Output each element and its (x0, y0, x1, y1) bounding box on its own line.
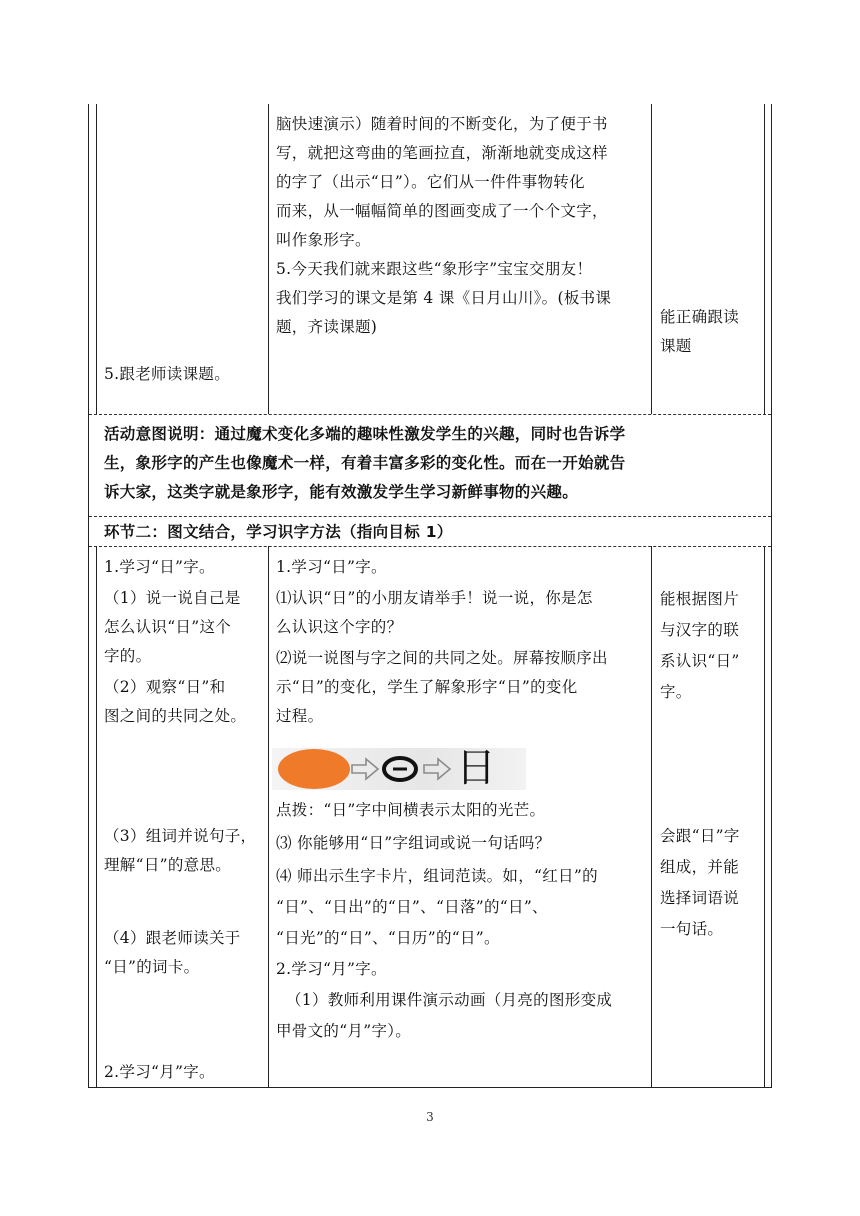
teacher-text-line: ⑴认识“日”的小朋友请举手！说一说，你是怎 (276, 589, 593, 607)
teacher-text-line: ⑷ 师出示生字卡片，组词范读。如，“红日”的 (276, 867, 598, 885)
teacher-text-line: 脑快速演示）随着时间的不断变化，为了便于书 (276, 115, 608, 133)
assessment-text-line: 课题 (660, 337, 692, 355)
column-divider (268, 104, 269, 414)
teacher-text-line: “日光”的“日”、“日历”的“日”。 (276, 929, 500, 947)
student-activity-cell (104, 822, 266, 880)
assessment-text-line: 系认识“日” (660, 652, 740, 670)
assessment-text-line: 一句话。 (660, 920, 724, 938)
column-divider (268, 546, 269, 1087)
arrow-icon (352, 759, 378, 779)
column-divider (96, 104, 97, 414)
teacher-text-line: 1.学习“日”字。 (276, 558, 387, 576)
student-activity-cell (104, 553, 266, 731)
student-activity-line: 理解“日”的意思。 (104, 856, 232, 874)
teacher-activity-cell (276, 796, 652, 1046)
column-divider (96, 546, 97, 1087)
assessment-text-line: 会跟“日”字 (660, 827, 740, 845)
teacher-text-line: ⑵说一说图与字之间的共同之处。屏幕按顺序出 (276, 649, 608, 667)
teacher-text-line: 2.学习“月”字。 (276, 960, 387, 978)
student-activity-line: “日”的词卡。 (104, 958, 200, 976)
student-activity-line: （3）组词并说句子， (104, 827, 257, 845)
student-activity-text: 5.跟老师读课题。 (104, 365, 230, 383)
teacher-text-line: 写，就把这弯曲的笔画拉直，渐渐地就变成这样 (276, 144, 608, 162)
assessment-text-line: 选择词语说 (660, 889, 740, 907)
student-activity-line: 1.学习“日”字。 (104, 558, 215, 576)
assessment-cell (660, 822, 764, 944)
column-divider (651, 104, 652, 414)
student-activity-cell (104, 1058, 266, 1087)
student-activity-line: 图之间的共同之处。 (104, 707, 247, 725)
student-activity-line: （2）观察“日”和 (104, 678, 226, 696)
teacher-text-line: 5.今天我们就来跟这些“象形字”宝宝交朋友！ (276, 260, 593, 278)
intent-line: 活动意图说明：通过魔术变化多端的趣味性激发学生的兴趣，同时也告诉学 (104, 425, 626, 443)
assessment-cell (660, 585, 764, 707)
student-activity-line: 字的。 (104, 647, 152, 665)
ri-character: 日 (456, 745, 496, 791)
row-divider (89, 414, 771, 415)
teacher-text-line: 甲骨文的“月”字）。 (276, 1022, 412, 1040)
assessment-text-line: 字。 (660, 683, 692, 701)
teacher-text-line: “日”、“日出”的“日”、“日落”的“日”、 (276, 898, 548, 916)
intent-line: 生，象形字的产生也像魔术一样，有着丰富多彩的变化性。而在一开始就告 (104, 454, 626, 472)
intent-line: 诉大家，这类字就是象形字，能有效激发学生学习新鲜事物的兴趣。 (104, 483, 579, 501)
teacher-text-line: 么认识这个字的？ (276, 618, 403, 636)
activity-intent-cell (104, 420, 768, 507)
teacher-activity-cell (276, 110, 648, 342)
assessment-cell (660, 303, 764, 361)
section-title (104, 518, 768, 547)
column-divider (764, 104, 765, 414)
assessment-text-line: 组成，并能 (660, 858, 740, 876)
teacher-text-line: 示“日”的变化，学生了解象形字“日”的变化 (276, 678, 578, 696)
student-activity-line: （1）说一说自己是 (104, 589, 241, 607)
teacher-text-line: 叫作象形字。 (276, 231, 371, 249)
teacher-text-line: 而来，从一幅幅简单的图画变成了一个个文字， (276, 202, 608, 220)
sun-circle (278, 749, 350, 789)
teacher-text-line: 点拨：“日”字中间横表示太阳的光芒。 (276, 801, 546, 819)
student-activity-line: 2.学习“月”字。 (104, 1063, 215, 1081)
student-activity-line: （4）跟老师读关于 (104, 929, 241, 947)
teacher-text-line: 题，齐读课题) (276, 318, 378, 336)
teacher-text-line: （1）教师利用课件演示动画（月亮的图形变成 (286, 991, 613, 1009)
arrow-icon (424, 759, 450, 779)
teacher-text-line: ⑶ 你能够用“日”字组词或说一句话吗？ (276, 834, 551, 852)
sun-evolution-image (272, 745, 526, 791)
teacher-text-line: 过程。 (276, 707, 324, 725)
assessment-text-line: 能正确跟读 (660, 308, 740, 326)
assessment-text-line: 与汉字的联 (660, 621, 740, 639)
row-divider (89, 516, 771, 517)
student-activity-line: 怎么认识“日”这个 (104, 618, 232, 636)
teacher-text-line: 的字了（出示“日”）。它们从一件件事物转化 (276, 173, 585, 191)
student-activity-cell (104, 924, 266, 982)
page-number: 3 (426, 1110, 434, 1124)
student-activity-cell (104, 360, 264, 389)
section-title-text: 环节二：图文结合，学习识字方法（指向目标 1） (104, 523, 453, 541)
column-divider (764, 546, 765, 1087)
assessment-text-line: 能根据图片 (660, 590, 740, 608)
teacher-activity-cell (276, 553, 648, 731)
teacher-text-line: 我们学习的课文是第 4 课《日月山川》。(板书课 (276, 289, 612, 307)
